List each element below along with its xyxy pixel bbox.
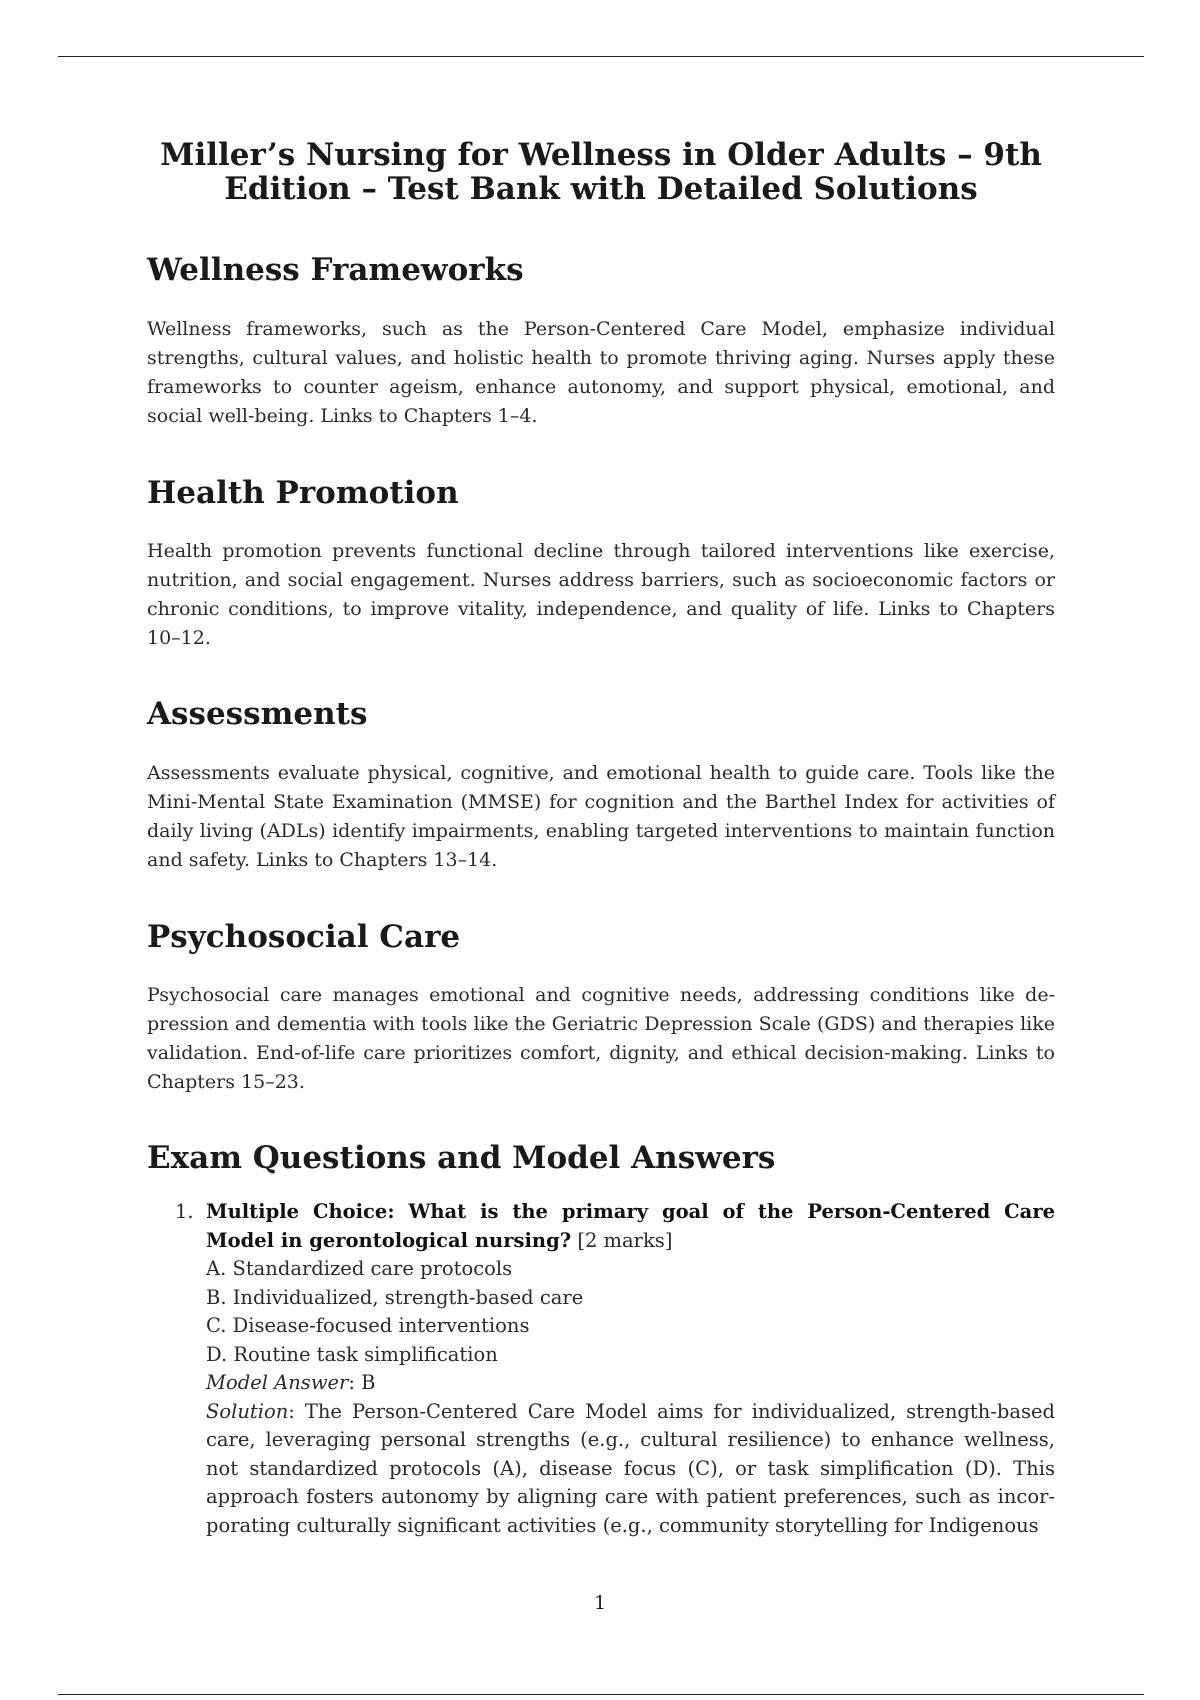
model-answer xyxy=(206,1369,1055,1398)
page-number: 1 xyxy=(593,1592,607,1614)
option-d: D. Routine task simplification xyxy=(206,1342,498,1366)
question-prompt-block xyxy=(206,1198,1055,1255)
title-line-2: Edition – Test Bank with Detailed Solutions xyxy=(224,171,978,207)
title-line-1: Miller’s Nursing for Wellness in Older Adults – 9th xyxy=(160,137,1042,173)
document-title xyxy=(147,138,1055,206)
heading-exam-questions: Exam Questions and Model Answers xyxy=(147,1140,776,1176)
option-a: A. Standardized care protocols xyxy=(206,1257,513,1280)
top-rule xyxy=(58,56,1144,57)
heading-assessments: Assessments xyxy=(147,696,368,732)
solution-label: Solution xyxy=(206,1399,289,1423)
question-body xyxy=(206,1198,1055,1540)
model-answer-label: Model Answer xyxy=(206,1371,349,1394)
bottom-rule xyxy=(58,1694,1144,1695)
paragraph-health-promotion: Health promotion prevents functional decline through tailored interventions like exercise, nutrition, and social engagement. Nurses address barriers, such as socioeconomic factors or chronic conditions, to improve vitality, independence, and quality of life. Links to Chapters 10–12. xyxy=(147,540,1055,649)
option-c: C. Disease-focused interventions xyxy=(206,1314,530,1337)
question-item xyxy=(147,1198,1055,1540)
question-number: 1. xyxy=(175,1200,194,1223)
paragraph-wellness-frameworks: Wellness frameworks, such as the Person-Centered Care Model, emphasize individual strengths, cultural values, and holistic health to promote thriving aging. Nurses apply these frameworks to counter ageism, enhance autonomy, and support physical, emotional, and social well-being. Links to Chapters 1–4. xyxy=(147,318,1055,427)
option-b: B. Individualized, strength-based care xyxy=(206,1285,584,1309)
solution-text: : The Person-Centered Care Model aims for individualized, strength-based care, leveraging personal strengths (e.g., cultural resilience) to enhance wellness, not standardized protocols (A), disease focus (C), or task simplification (D). This approach fosters autonomy by aligning care with patient preferences, such as incor-porating culturally significant activities (e.g., community storytelling for Indigenous xyxy=(206,1399,1055,1537)
solution xyxy=(206,1398,1055,1541)
paragraph-assessments: Assessments evaluate physical, cognitive, and emotional health to guide care. Tools like the Mini-Mental State Examination (MMSE) for cognition and the Barthel Index for activities of daily living (ADLs) identify impairments, enabling targeted interventions to maintain function and safety. Links to Chapters 13–14. xyxy=(147,762,1055,871)
heading-health-promotion: Health Promotion xyxy=(147,475,459,511)
heading-wellness-frameworks: Wellness Frameworks xyxy=(147,252,524,288)
paragraph-psychosocial-care: Psychosocial care manages emotional and cognitive needs, addressing conditions like de-pression and dementia with tools like the Geriatric Depression Scale (GDS) and therapies like validation. End-of-life care prioritizes comfort, dignity, and ethical decision-making. Links to Chapters 15–23. xyxy=(147,984,1055,1093)
question-prompt: Multiple Choice: What is the primary goal of the Person-Centered Care Model in gerontological nursing? xyxy=(206,1200,1055,1252)
model-answer-value: : B xyxy=(348,1371,376,1394)
question-marks: [2 marks] xyxy=(577,1228,673,1252)
heading-psychosocial-care: Psychosocial Care xyxy=(147,919,461,955)
